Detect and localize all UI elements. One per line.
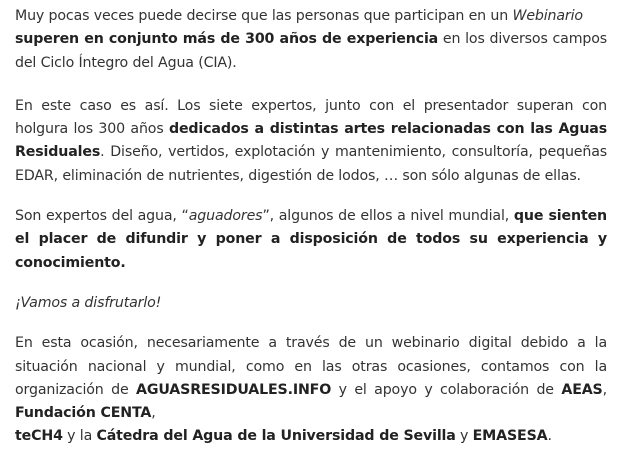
text: En este caso es así. Los siete expertos, junto con el presentador superan con holgura los 300 años xyxy=(15,97,607,138)
text: ”, algunos de ellos a nivel mundial, xyxy=(262,208,514,225)
emphasis-vamos: ¡Vamos a disfrutarlo! xyxy=(15,294,162,311)
emphasis-aguadores: aguadores xyxy=(188,208,263,225)
org-catedra-agua: Cátedra del Agua de la Universidad de Sevilla xyxy=(96,428,456,445)
paragraph-experts xyxy=(15,95,607,188)
text: . xyxy=(547,428,552,445)
org-emasesa: EMASESA xyxy=(472,428,548,445)
text: En esta ocasión, necesariamente a través de un webinario digital debido a la situación nacional y mundial, como en las otras ocasiones, contamos con la organización de xyxy=(15,335,607,398)
text: y xyxy=(455,428,473,445)
org-fundacion-centa: Fundación CENTA xyxy=(15,405,152,422)
text: en los diversos campos del Ciclo Íntegro del Agua (CIA). xyxy=(15,31,607,71)
org-aguasresiduales: AGUASRESIDUALES.INFO xyxy=(136,381,332,398)
text: . Diseño, vertidos, explotación y mantenimiento, consultoría, pequeñas EDAR, eliminación de nutrientes, digestión de lodos, … son sólo algunas de ellas. xyxy=(15,144,607,184)
text: y el apoyo y colaboración de xyxy=(331,381,562,398)
paragraph-disfrutar xyxy=(15,292,607,315)
highlight-aguas-residuales: dedicados a distintas artes relacionadas con las Aguas Residuales xyxy=(15,121,607,161)
emphasis-webinario: Webinario xyxy=(512,8,583,24)
org-tech4: teCH4 xyxy=(15,428,63,445)
highlight-300-years: superen en conjunto más de 300 años de experiencia xyxy=(15,31,439,48)
paragraph-intro xyxy=(15,5,607,75)
paragraph-aguadores xyxy=(15,205,607,275)
text: Son expertos del agua, “ xyxy=(15,208,189,225)
text: , xyxy=(151,405,156,422)
paragraph-organizacion xyxy=(15,332,607,448)
text: , xyxy=(602,381,608,398)
org-aeas: AEAS xyxy=(561,381,603,398)
text: Muy pocas veces puede decirse que las personas que participan en un xyxy=(15,8,513,24)
highlight-placer-difundir: que sienten el placer de difundir y poner a disposición de todos su experiencia y conocimiento. xyxy=(15,208,608,271)
text: y la xyxy=(62,428,97,445)
